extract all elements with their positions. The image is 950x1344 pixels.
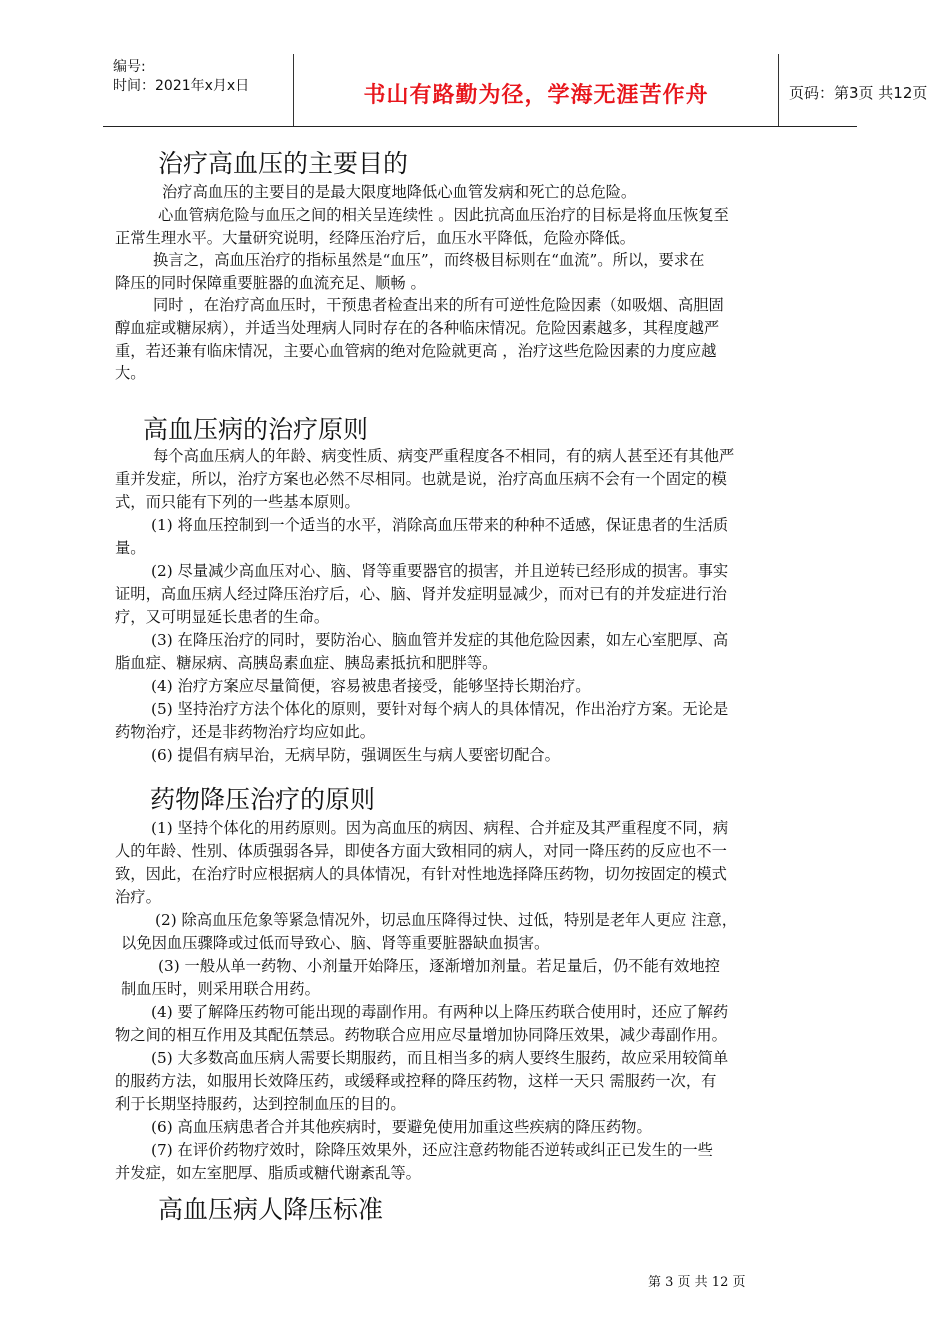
paragraph-line: (1) 坚持个体化的用药原则。因为高血压的病因、病程、合并症及其严重程度不同，病 (151, 819, 729, 837)
paragraph-line: 并发症，如左室肥厚、脂质或糖代谢紊乱等。 (115, 1164, 421, 1182)
paragraph-line: (6) 高血压病患者合并其他疾病时，要避免使用加重这些疾病的降压药物。 (151, 1118, 652, 1136)
paragraph-line: (1) 将血压控制到一个适当的水平，消除高血压带来的种种不适感，保证患者的生活质 (151, 516, 729, 534)
section-title: 药物降压治疗的原则 (150, 785, 376, 814)
paragraph-line: 每个高血压病人的年龄、病变性质、病变严重程度各不相同，有的病人甚至还有其他严 (153, 447, 735, 465)
paragraph-line: 正常生理水平。大量研究说明，经降压治疗后，血压水平降低，危险亦降低。 (115, 229, 636, 247)
paragraph-line: (3) 一般从单一药物、小剂量开始降压，逐渐增加剂量。若足量后，仍不能有效地控 (158, 957, 720, 975)
paragraph-line: 致，因此，在治疗时应根据病人的具体情况，有针对性地选择降压药物，切勿按固定的模式 (115, 865, 727, 883)
paragraph-line: 证明，高血压病人经过降压治疗后，心、脑、肾并发症明显减少，而对已有的并发症进行治 (115, 585, 727, 603)
paragraph-line: 心血管病危险与血压之间的相关呈连续性 。因此抗高血压治疗的目标是将血压恢复至 (158, 206, 729, 224)
paragraph-line: (3) 在降压治疗的同时，要防治心、脑血管并发症的其他危险因素，如左心室肥厚、高 (151, 631, 729, 649)
paragraph-line: (5) 坚持治疗方法个体化的原则，要针对每个病人的具体情况，作出治疗方案。无论是 (151, 700, 729, 718)
paragraph-line: (4) 要了解降压药物可能出现的毒副作用。有两种以上降压药联合使用时，还应了解药 (151, 1003, 729, 1021)
doc-time-label: 时间：2021年x月x日 (113, 78, 250, 94)
section-title: 高血压病的治疗原则 (143, 415, 369, 444)
paragraph-line: (4) 治疗方案应尽量简便，容易被患者接受，能够坚持长期治疗。 (151, 677, 591, 695)
paragraph-line: 治疗高血压的主要目的是最大限度地降低心血管发病和死亡的总危险。 (162, 183, 637, 201)
paragraph-line: 大。 (115, 364, 146, 382)
paragraph-line: 降压的同时保障重要脏器的血流充足、顺畅 。 (115, 274, 426, 292)
paragraph-line: 同时 ，在治疗高血压时，干预患者检查出来的所有可逆性危险因素（如吸烟、高胆固 (153, 296, 724, 314)
paragraph-line: 重并发症，所以，治疗方案也必然不尽相同。也就是说，治疗高血压病不会有一个固定的模 (115, 470, 727, 488)
page-footer: 第 3 页 共 12 页 (648, 1275, 746, 1290)
paragraph-line: 利于长期坚持服药，达到控制血压的目的。 (115, 1095, 406, 1113)
paragraph-line: 治疗。 (115, 888, 161, 906)
paragraph-line: 重，若还兼有临床情况，主要心血管病的绝对危险就更高 ，治疗这些危险因素的力度应越 (115, 342, 717, 360)
paragraph-line: 物之间的相互作用及其配伍禁忌。药物联合应用应尽量增加协同降压效果，减少毒副作用。 (115, 1026, 727, 1044)
paragraph-line: (7) 在评价药物疗效时，除降压效果外，还应注意药物能否逆转或纠正已发生的一些 (151, 1141, 713, 1159)
section-title: 高血压病人降压标准 (158, 1195, 384, 1224)
paragraph-line: (6) 提倡有病早治，无病早防，强调医生与病人要密切配合。 (151, 746, 560, 764)
paragraph-line: 醇血症或糖尿病），并适当处理病人同时存在的各种临床情况。危险因素越多，其程度越严 (115, 319, 720, 337)
paragraph-line: (2) 尽量减少高血压对心、脑、肾等重要器官的损害，并且逆转已经形成的损害。事实 (151, 562, 729, 580)
paragraph-line: 以免因血压骤降或过低而导致心、脑、肾等重要脏器缺血损害。 (121, 934, 550, 952)
paragraph-line: 的服药方法，如服用长效降压药，或缓释或控释的降压药物，这样一天只 需服药一次，有 (115, 1072, 717, 1090)
page-header (103, 54, 928, 127)
section-title: 治疗高血压的主要目的 (158, 149, 409, 178)
paragraph-line: 制血压时，则采用联合用药。 (121, 980, 320, 998)
paragraph-line: (5) 大多数高血压病人需要长期服药，而且相当多的病人要终生服药，故应采用较简单 (151, 1049, 729, 1067)
paragraph-line: 脂血症、糖尿病、高胰岛素血症、胰岛素抵抗和肥胖等。 (115, 654, 498, 672)
paragraph-line: 换言之，高血压治疗的指标虽然是“血压”，而终极目标则在“血流”。所以，要求在 (153, 251, 705, 269)
paragraph-line: 量。 (115, 539, 146, 557)
paragraph-line: 人的年龄、性别、体质强弱各异，即使各方面大致相同的病人，对同一降压药的反应也不一 (115, 842, 727, 860)
doc-number-label: 编号: (113, 59, 146, 75)
paragraph-line: (2) 除高血压危象等紧急情况外，切忌血压降得过快、过低，特别是老年人更应 注意， (155, 911, 738, 929)
paragraph-line: 式，而只能有下列的一些基本原则。 (115, 493, 360, 511)
paragraph-line: 疗，又可明显延长患者的生命。 (115, 608, 330, 626)
header-motto: 书山有路勤为径，学海无涯苦作舟 (293, 54, 779, 126)
paragraph-line: 药物治疗，还是非药物治疗均应如此。 (115, 723, 376, 741)
header-page-info: 页码：第3页 共12页 (789, 84, 928, 102)
header-meta (103, 54, 293, 126)
